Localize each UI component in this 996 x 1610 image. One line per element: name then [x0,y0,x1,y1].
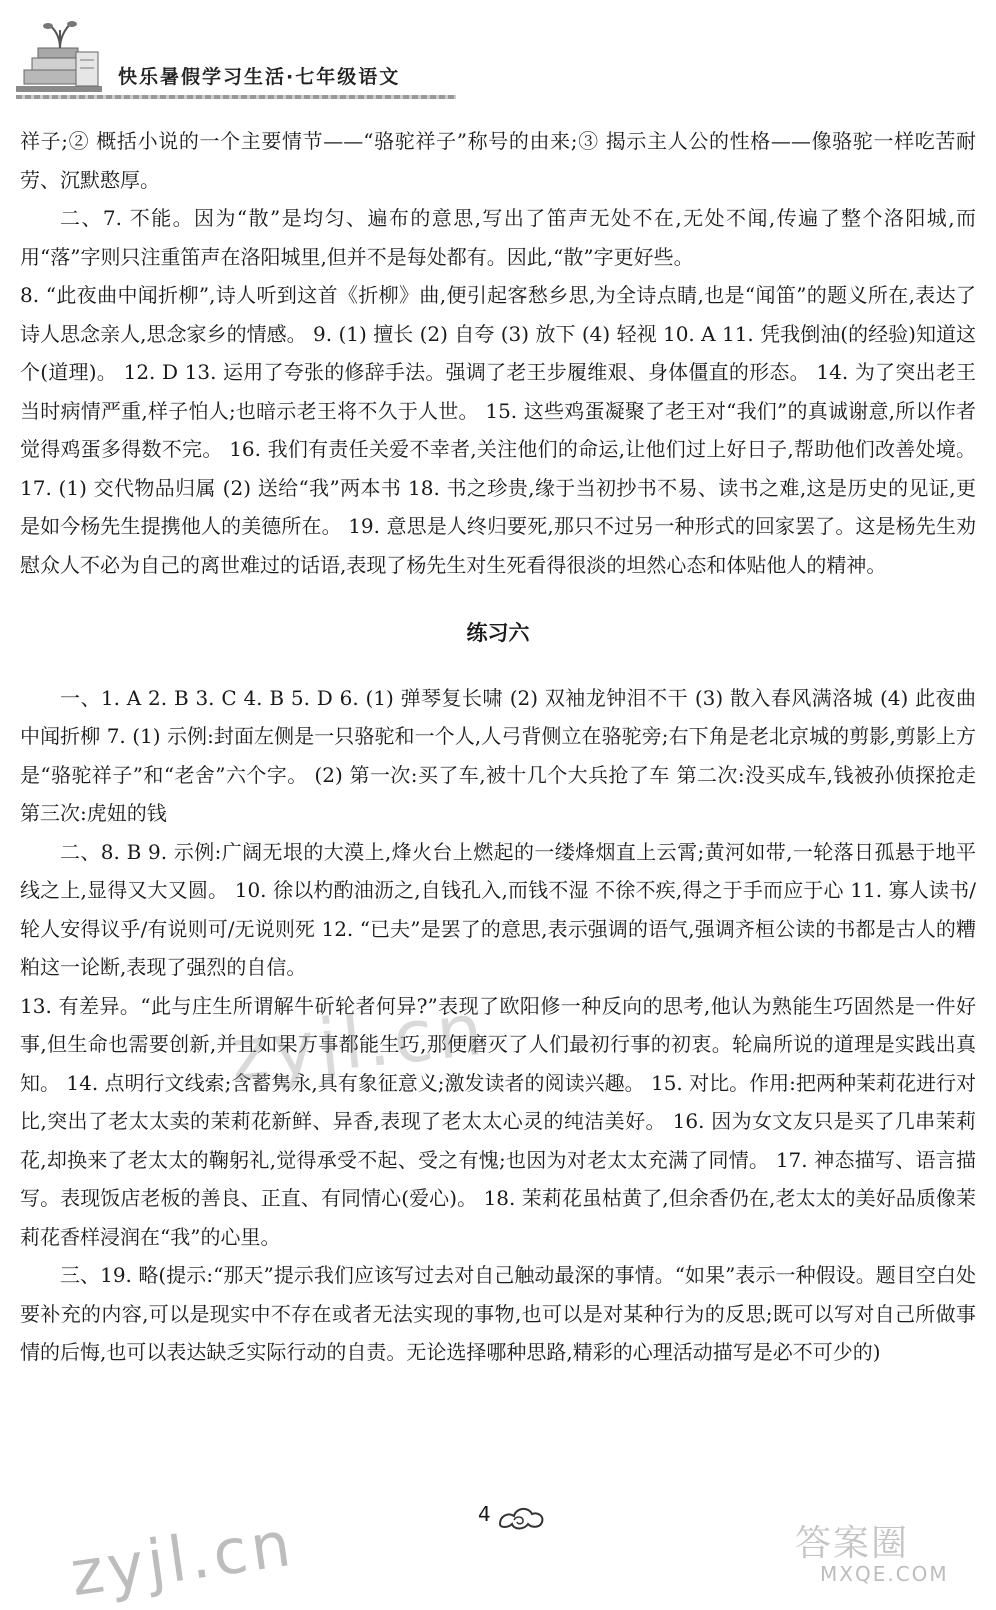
cloud-ornament-icon [496,1502,546,1532]
answer-paragraph: 8. “此夜曲中闻折柳”,诗人听到这首《折柳》曲,便引起客愁乡思,为全诗点睛,也是“闻笛”的题义所在,表达了诗人思念亲人,思念家乡的情感。 9. (1) 擅长 (2) 自夸 (3) 放下 (4) 轻视 10. A 11. 凭我倒油(的经验)知道这个(道理)。 12. D 13. 运用了夸张的修辞手法。强调了老王步履维艰、身体僵直的形态。 14. 为了突出老王当时病情严重,样子怕人;也暗示老王将不久于人世。 15. 这些鸡蛋凝聚了老王对“我们”的真诚谢意,所以作者觉得鸡蛋多得数不完。 16. 我们有责任关爱不幸者,关注他们的命运,让他们过上好日子,帮助他们改善处境。 17. (1) 交代物品归属 (2) 送给“我”两本书 18. 书之珍贵,缘于当初抄书不易、读书之难,这是历史的见证,更是如今杨先生提携他人的美德所在。 19. 意思是人终归要死,那只不过另一种形式的回家罢了。这是杨先生劝慰众人不必为自己的离世难过的话语,表现了杨先生对生死看得很淡的坦然心态和体贴他人的精神。 [20,283,976,577]
watermark-logo: 答案圈 [795,1523,910,1564]
page-footer [0,1490,996,1610]
section-title: 练习六 [466,621,530,645]
answer-paragraph: 祥子;② 概括小说的一个主要情节——“骆驼祥子”称号的由来;③ 揭示主人公的性格——像骆驼一样吃苦耐劳、沉默憨厚。 [20,129,976,192]
page-header [0,0,996,115]
books-and-plant-icon [14,18,104,98]
header-divider [16,95,456,99]
header-title: 快乐暑假学习生活·七年级语文 [118,66,401,88]
answer-paragraph: 二、8. B 9. 示例:广阔无垠的大漠上,烽火台上燃起的一缕烽烟直上云霄;黄河如带,一轮落日孤悬于地平线之上,显得又大又圆。 10. 徐以杓酌油沥之,自钱孔入,而钱不湿 不徐不疾,得之于手而应于心 11. 寡人读书/轮人安得议乎/有说则可/无说则死 12. “已夫”是罢了的意思,表示强调的语气,强调齐桓公读的书都是古人的糟粕这一论断,表现了强烈的自信。 [20,839,976,979]
watermark-mid: zyjl.cn [226,986,491,1098]
page-number: 4 [478,1502,491,1526]
answer-paragraph: 13. 有差异。“此与庄生所谓解牛斫轮者何异?”表现了欧阳修一种反向的思考,他认为熟能生巧固然是一件好事,但生命也需要创新,并且如果万事都能生巧,那便磨灭了人们最初行事的初衷。轮扁所说的道理是实践出真知。 14. 点明行文线索;含蓄隽永,具有象征意义;激发读者的阅读兴趣。 15. 对比。作用:把两种茉莉花进行对比,突出了老太太卖的茉莉花新鲜、异香,表现了老太太心灵的纯洁美好。 16. 因为女文友只是买了几串茉莉花,却换来了老太太的鞠躬礼,觉得承受不起、受之有愧;也因为对老太太充满了同情。 17. 神态描写、语言描写。表现饭店老板的善良、正直、有同情心(爱心)。 18. 茉莉花虽枯黄了,但余香仍在,老太太的美好品质像茉莉花香样浸润在“我”的心里。 [20,993,976,1249]
watermark-left: zyjl.cn [66,1506,299,1610]
answer-paragraph: 二、7. 不能。因为“散”是均匀、遍布的意思,写出了笛声无处不在,无处不闻,传遍了整个洛阳城,而用“落”字则只注重笛声在洛阳城里,但并不是每处都有。因此,“散”字更好些。 [20,206,976,269]
answer-paragraph: 一、1. A 2. B 3. C 4. B 5. D 6. (1) 弹琴复长啸 (2) 双袖龙钟泪不干 (3) 散入春风满洛城 (4) 此夜曲中闻折柳 7. (1) 示例:封面左侧是一只骆驼和一个人,人弓背侧立在骆驼旁;右下角是老北京城的剪影,剪影上方是“骆驼祥子”和“老舍”六个字。 (2) 第一次:买了车,被十几个大兵抢了车 第二次:没买成车,钱被孙侦探抢走 第三次:虎妞的钱 [20,685,976,825]
watermark-url: MXQE.COM [820,1562,949,1586]
answer-paragraph: 三、19. 略(提示:“那天”提示我们应该写过去对自己触动最深的事情。“如果”表示一种假设。题目空白处要补充的内容,可以是现实中不存在或者无法实现的事物,也可以是对某种行为的反思;既可以写对自己所做事情的后悔,也可以表达缺乏实际行动的自责。无论选择哪种思路,精彩的心理活动描写是必不可少的) [20,1263,976,1364]
answer-content [20,122,976,1372]
